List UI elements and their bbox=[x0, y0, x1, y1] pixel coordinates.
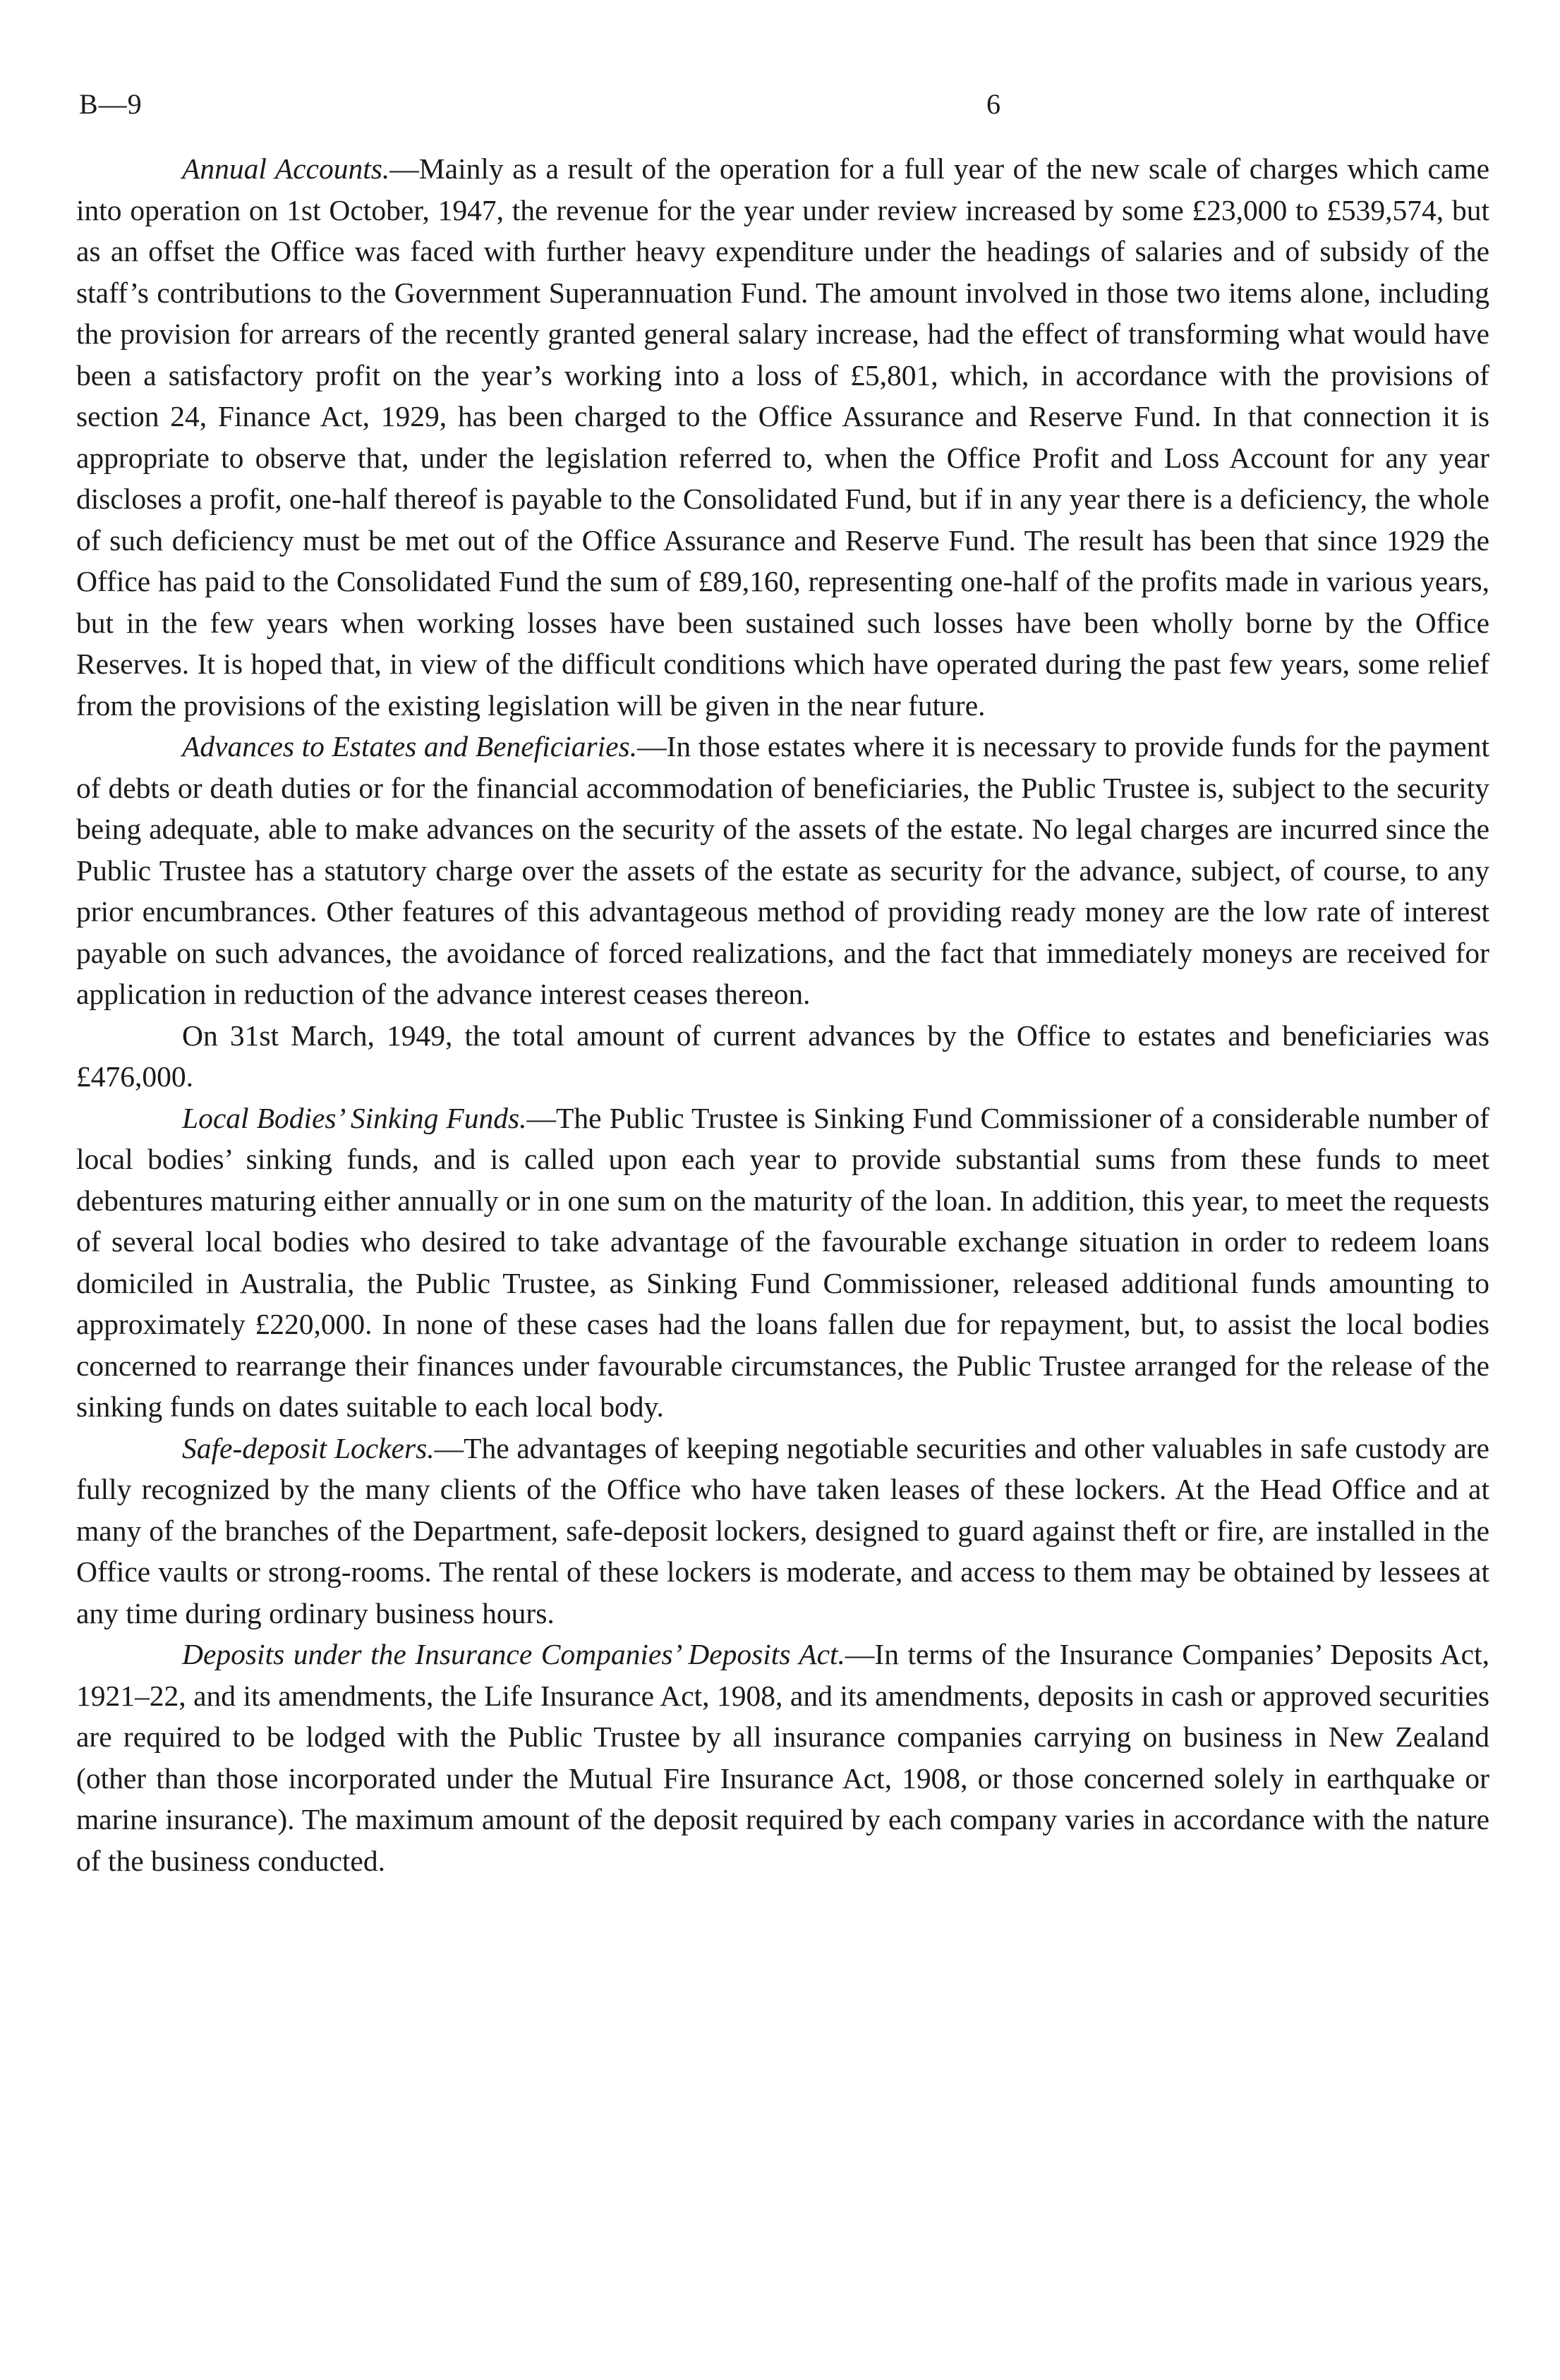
paragraph-heading: Local Bodies’ Sinking Funds. bbox=[182, 1101, 527, 1134]
paragraph-text: —The advantages of keeping negotiable securities and other valuables in safe custody are fully recognized by the many clients of the Office who have taken leases of these lockers. At the Head Office and at many of the branches of the Department, safe-deposit lockers, designed to guard against theft or fire, are installed in the Office vaults or strong-rooms. The rental of these lockers is moderate, and access to them may be obtained by lessees at any time during ordinary business hours. bbox=[76, 1431, 1489, 1629]
paragraph-heading: Annual Accounts. bbox=[182, 152, 390, 185]
paragraph-heading: Deposits under the Insurance Companies’ Deposits Act. bbox=[182, 1638, 845, 1670]
paragraph-insurance-deposits bbox=[76, 1634, 1489, 1881]
paragraph-advances bbox=[76, 726, 1489, 1015]
paragraph-text: —The Public Trustee is Sinking Fund Commissioner of a considerable number of local bodies’ sinking funds, and is called upon each year to provide substantial sums from these funds to meet debentures maturing either annually or in one sum on the maturity of the loan. In addition, this year, to meet the requests of several local bodies who desired to take advantage of the favourable exchange situation in order to redeem loans domiciled in Australia, the Public Trustee, as Sinking Fund Commissioner, released additional funds amounting to approximately £220,000. In none of these cases had the loans fallen due for repayment, but, to assist the local bodies concerned to rearrange their finances under favourable circumstances, the Public Trustee arranged for the release of the sinking funds on dates suitable to each local body. bbox=[76, 1101, 1489, 1423]
paragraph-text: —In those estates where it is necessary to provide funds for the payment of debts or death duties or for the financial accommodation of beneficiaries, the Public Trustee is, subject to the security being adequate, able to make advances on the security of the assets of the estate. No legal charges are incurred since the Public Trustee has a statutory charge over the assets of the estate as security for the advance, subject, of course, to any prior encumbrances. Other features of this advantageous method of providing ready money are the low rate of interest payable on such advances, the avoidance of forced realizations, and the fact that immediately moneys are received for application in reduction of the advance interest ceases thereon. bbox=[76, 730, 1490, 1010]
page-number: 6 bbox=[986, 88, 1000, 120]
paragraph-sinking-funds bbox=[76, 1098, 1489, 1428]
running-head bbox=[76, 83, 1489, 133]
paragraph-text: —In terms of the Insurance Companies’ Deposits Act, 1921–22, and its amendments, the Life Insurance Act, 1908, and its amendments, deposits in cash or approved securities are required to be lodged with the Public Trustee by all insurance companies carrying on business in New Zealand (other than those incorporated under the Mutual Fire Insurance Act, 1908, or those concerned solely in earthquake or marine insurance). The maximum amount of the deposit required by each company varies in accordance with the nature of the business conducted. bbox=[76, 1638, 1490, 1877]
paragraph-safe-deposit bbox=[76, 1428, 1489, 1634]
body-text bbox=[76, 148, 1489, 1881]
paragraph-advances-total bbox=[76, 1015, 1489, 1098]
document-reference: B—9 bbox=[79, 88, 143, 120]
paragraph-heading: Advances to Estates and Beneficiaries. bbox=[182, 730, 638, 763]
paragraph-heading: Safe-deposit Lockers. bbox=[182, 1431, 435, 1464]
paragraph-text: On 31st March, 1949, the total amount of current advances by the Office to estates and beneficiaries was £476,000. bbox=[76, 1019, 1489, 1093]
paragraph-text: —Mainly as a result of the operation for a full year of the new scale of charges which came into operation on 1st October, 1947, the revenue for the year under review increased by some £23,000 to £539,574, but as an offset the Office was faced with further heavy expenditure under the headings of salaries and of subsidy of the staff’s contributions to the Government Superannuation Fund. The amount involved in those two items alone, including the provision for arrears of the recently granted general salary increase, had the effect of transforming what would have been a satisfactory profit on the year’s working into a loss of £5,801, which, in accordance with the provisions of section 24, Finance Act, 1929, has been charged to the Office Assurance and Reserve Fund. In that connection it is appropriate to observe that, under the legislation referred to, when the Office Profit and Loss Account for any year discloses a profit, one-half thereof is payable to the Consolidated Fund, but if in any year there is a deficiency, the whole of such deficiency must be met out of the Office Assurance and Reserve Fund. The result has been that since 1929 the Office has paid to the Consolidated Fund the sum of £89,160, representing one-half of the profits made in various years, but in the few years when working losses have been sustained such losses have been wholly borne by the Office Reserves. It is hoped that, in view of the difficult conditions which have operated during the past few years, some relief from the provisions of the existing legislation will be given in the near future. bbox=[76, 152, 1490, 722]
paragraph-annual-accounts bbox=[76, 148, 1489, 726]
